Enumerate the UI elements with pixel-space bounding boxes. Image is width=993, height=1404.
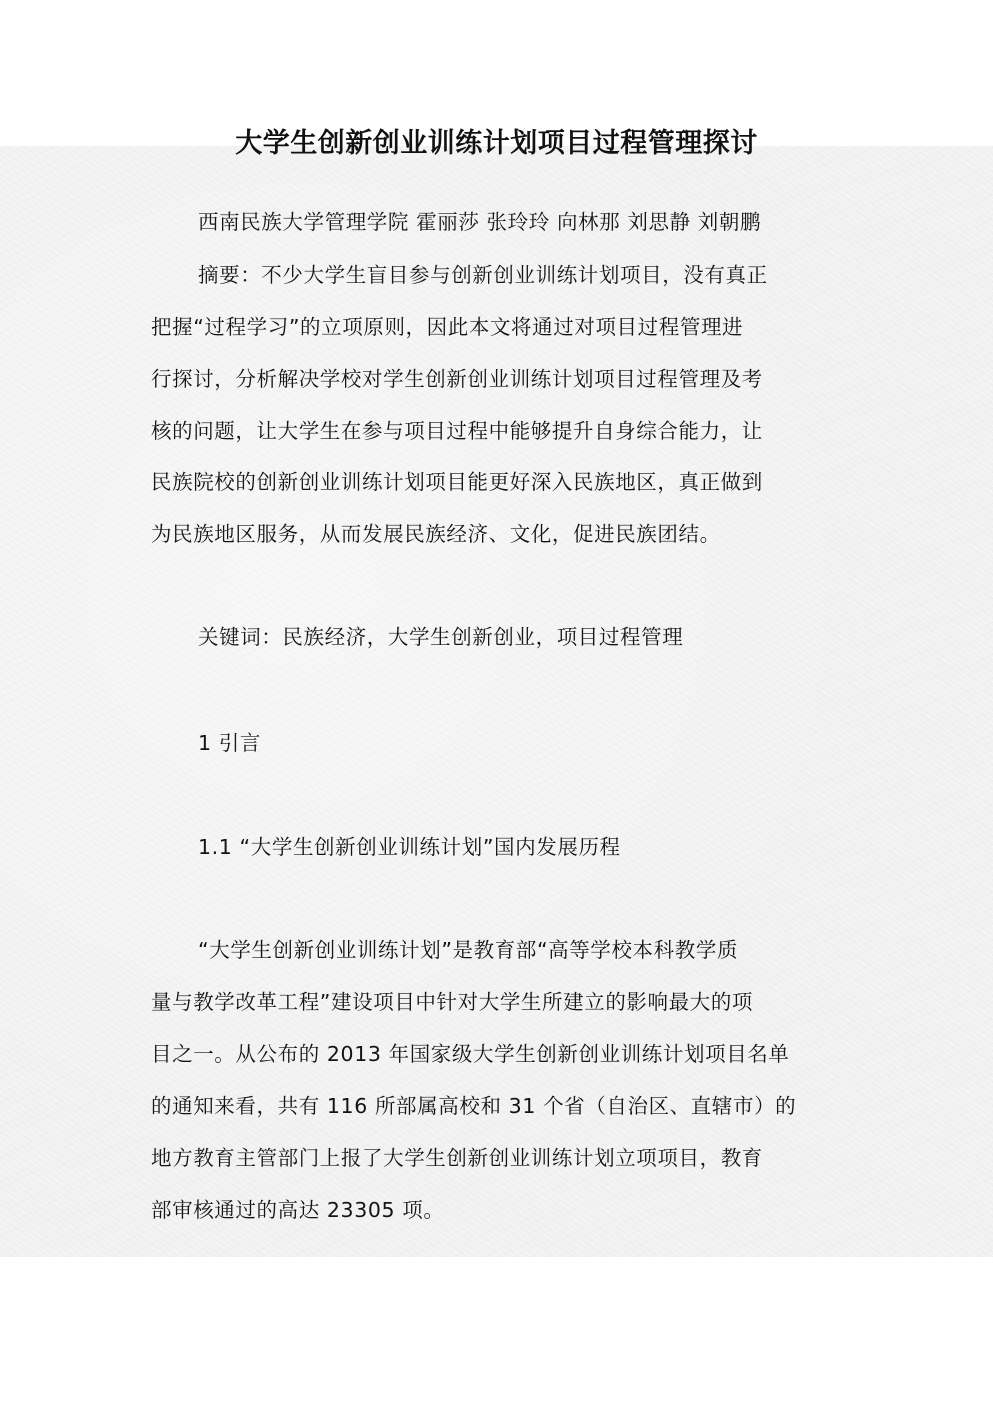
abstract-line: 把握“过程学习”的立项原则，因此本文将通过对项目过程管理进 <box>151 315 744 339</box>
document-title: 大学生创新创业训练计划项目过程管理探讨 <box>235 128 758 159</box>
abstract-line: 核的问题，让大学生在参与项目过程中能够提升自身综合能力，让 <box>151 419 763 443</box>
abstract-line: 摘要：不少大学生盲目参与创新创业训练计划项目，没有真正 <box>198 263 768 287</box>
paragraph-line: 地方教育主管部门上报了大学生创新创业训练计划立项项目，教育 <box>151 1146 763 1170</box>
paragraph-line: “大学生创新创业训练计划”是教育部“高等学校本科教学质 <box>198 938 739 962</box>
abstract-line: 行探讨，分析解决学校对学生创新创业训练计划项目过程管理及考 <box>151 367 763 391</box>
abstract-line: 民族院校的创新创业训练计划项目能更好深入民族地区，真正做到 <box>151 470 763 494</box>
paragraph-line: 目之一。从公布的 2013 年国家级大学生创新创业训练计划项目名单 <box>151 1042 790 1066</box>
paragraph-line: 量与教学改革工程”建设项目中针对大学生所建立的影响最大的项 <box>151 990 754 1014</box>
paragraph-line: 部审核通过的高达 23305 项。 <box>151 1198 445 1222</box>
keywords: 关键词：民族经济，大学生创新创业，项目过程管理 <box>198 625 684 649</box>
authors-affiliation: 西南民族大学管理学院 霍丽莎 张玲玲 向林那 刘思静 刘朝鹏 <box>198 210 762 234</box>
section-1-heading: 1 引言 <box>198 731 261 755</box>
section-1-1-heading: 1.1 “大学生创新创业训练计划”国内发展历程 <box>198 835 621 859</box>
paragraph-line: 的通知来看，共有 116 所部属高校和 31 个省（自治区、直辖市）的 <box>151 1094 797 1118</box>
abstract-line: 为民族地区服务，从而发展民族经济、文化，促进民族团结。 <box>151 522 721 546</box>
